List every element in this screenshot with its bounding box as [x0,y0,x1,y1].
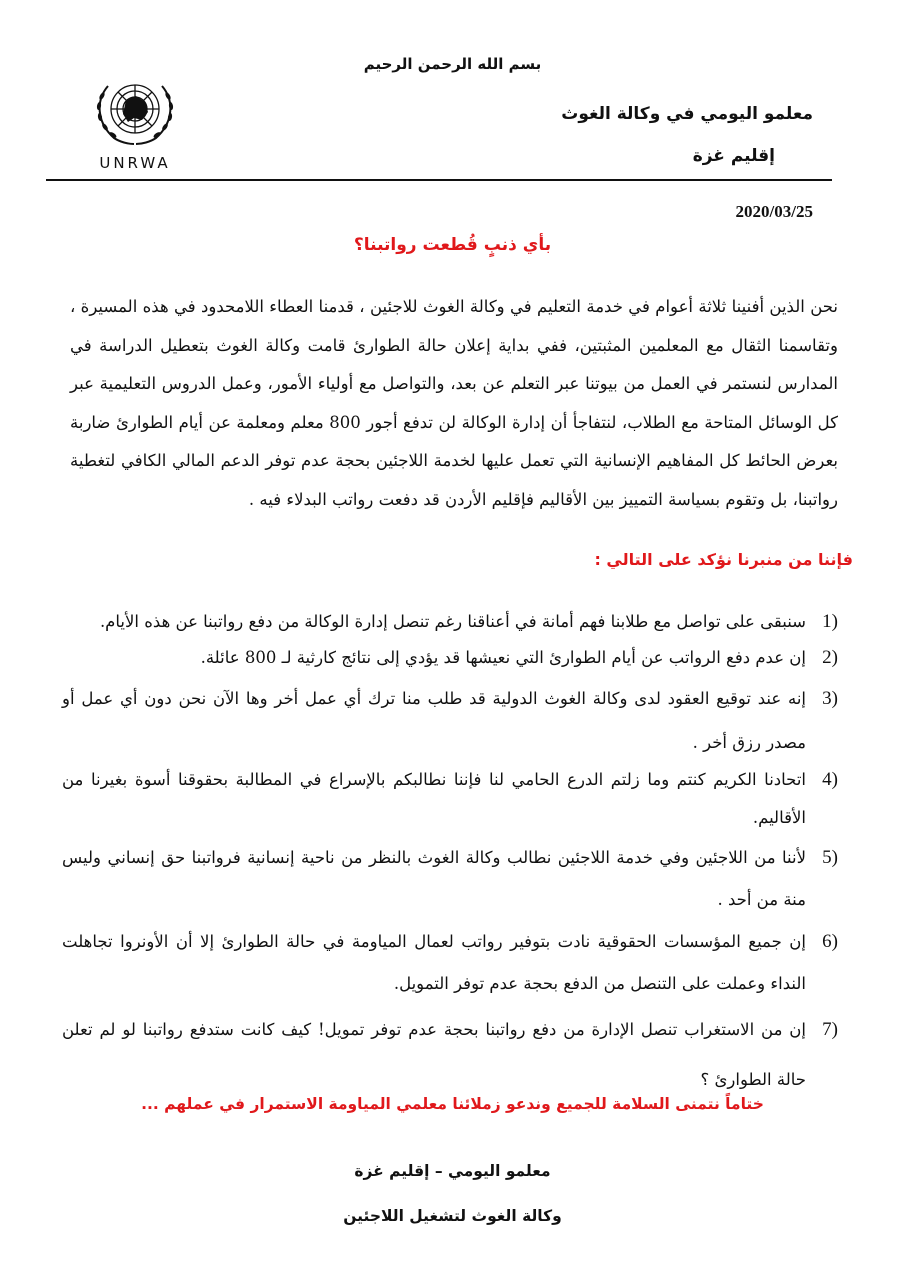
signature-line-1: معلمو اليومي – إقليم غزة [354,1162,551,1180]
logo-text: UNRWA [99,154,171,172]
list-item-number: 3) [822,688,838,709]
basmala: بسم الله الرحمن الرحيم [363,55,542,73]
list-item-text: إن جميع المؤسسات الحقوقية نادت بتوفير رواتب لعمال المياومة في حالة الطوارئ إلا أن الأونروا تجاهلت النداء وعملت على التنصل من الدفع بحجة عدم توفر التمويل. [62,932,806,993]
region-name: إقليم غزة [692,146,775,166]
list-item-text: اتحادنا الكريم كنتم وما زلتم الدرع الحامي لنا فإننا نطالبكم بالإسراع في المطالبة بحقوقنا أسوة بغيرنا من الأقاليم. [62,770,806,827]
points-list [62,603,838,1105]
unrwa-logo [88,72,182,172]
organization-name: معلمو اليومي في وكالة الغوث [561,104,813,124]
un-emblem-icon [90,72,180,150]
document-title: بأي ذنبٍ قُطعت رواتبنا؟ [353,235,552,255]
list-item-number: 7) [822,1019,838,1040]
list-item [62,677,838,765]
list-item-text: سنبقى على تواصل مع طلابنا فهم أمانة في أعناقنا رغم تنصل إدارة الوكالة من دفع رواتبنا عن هذه الأيام. [99,612,806,631]
list-item [62,603,838,641]
list-item-number: 2) [822,647,838,668]
list-item [62,639,838,677]
list-item-text: إن من الاستغراب تنصل الإدارة من دفع رواتبنا بحجة عدم توفر تمويل! كيف كانت ستدفع رواتبنا لو لم تعلن حالة الطوارئ ؟ [62,1020,806,1089]
list-item-text: إن عدم دفع الرواتب عن أيام الطوارئ التي نعيشها قد يؤدي إلى نتائج كارثية لـ 800 عائلة. [200,648,806,667]
list-item-text: إنه عند توقيع العقود لدى وكالة الغوث الدولية قد طلب منا ترك أي عمل أخر وها الآن نحن دون أي عمل أو مصدر رزق أخر . [62,689,806,752]
list-item-text: لأننا من اللاجئين وفي خدمة اللاجئين نطالب وكالة الغوث بالنظر من ناحية إنسانية فرواتبنا حق إنساني وليس منة من أحد . [62,848,806,909]
list-item [62,1005,838,1105]
document-date: 2020/03/25 [735,202,813,221]
intro-paragraph: نحن الذين أفنينا ثلاثة أعوام في خدمة التعليم في وكالة الغوث للاجئين ، قدمنا العطاء اللامحدود في هذه المسيرة ، وتقاسمنا الثقال مع المعلمين المثبتين، ففي بداية إعلان حالة الطوارئ قامت وكالة الغوث بتعطيل الدراسة في المدارس لنستمر في العمل من بيوتنا عبر التعلم عن بعد، والتواصل مع أولياء الأمور، وعمل الدروس التعليمية عبر كل الوسائل المتاحة مع الطلاب، لنتفاجأ أن إدارة الوكالة لن تدفع أجور 800 معلم ومعلمة عن أيام الطوارئ ضاربة بعرض الحائط كل المفاهيم الإنسانية التي تعمل عليها لخدمة اللاجئين بحجة عدم توفر الدعم المالي الكافي لتغطية رواتبنا، بل وتقوم بسياسة التمييز بين الأقاليم فإقليم الأردن قد دفعت رواتب البدلاء فيه . [70,297,838,509]
list-item-number: 1) [822,611,838,632]
signature-line-2: وكالة الغوث لتشغيل اللاجئين [343,1207,562,1225]
list-item-number: 6) [822,931,838,952]
list-item-number: 4) [822,769,838,790]
header-divider [46,179,832,181]
list-item-number: 5) [822,847,838,868]
points-heading: فإننا من منبرنا نؤكد على التالي : [594,550,853,569]
closing-statement: ختاماً نتمنى السلامة للجميع وندعو زملائنا معلمي المياومة الاستمرار في عملهم ... [141,1095,764,1113]
list-item [62,837,838,921]
list-item [62,921,838,1005]
list-item [62,761,838,837]
